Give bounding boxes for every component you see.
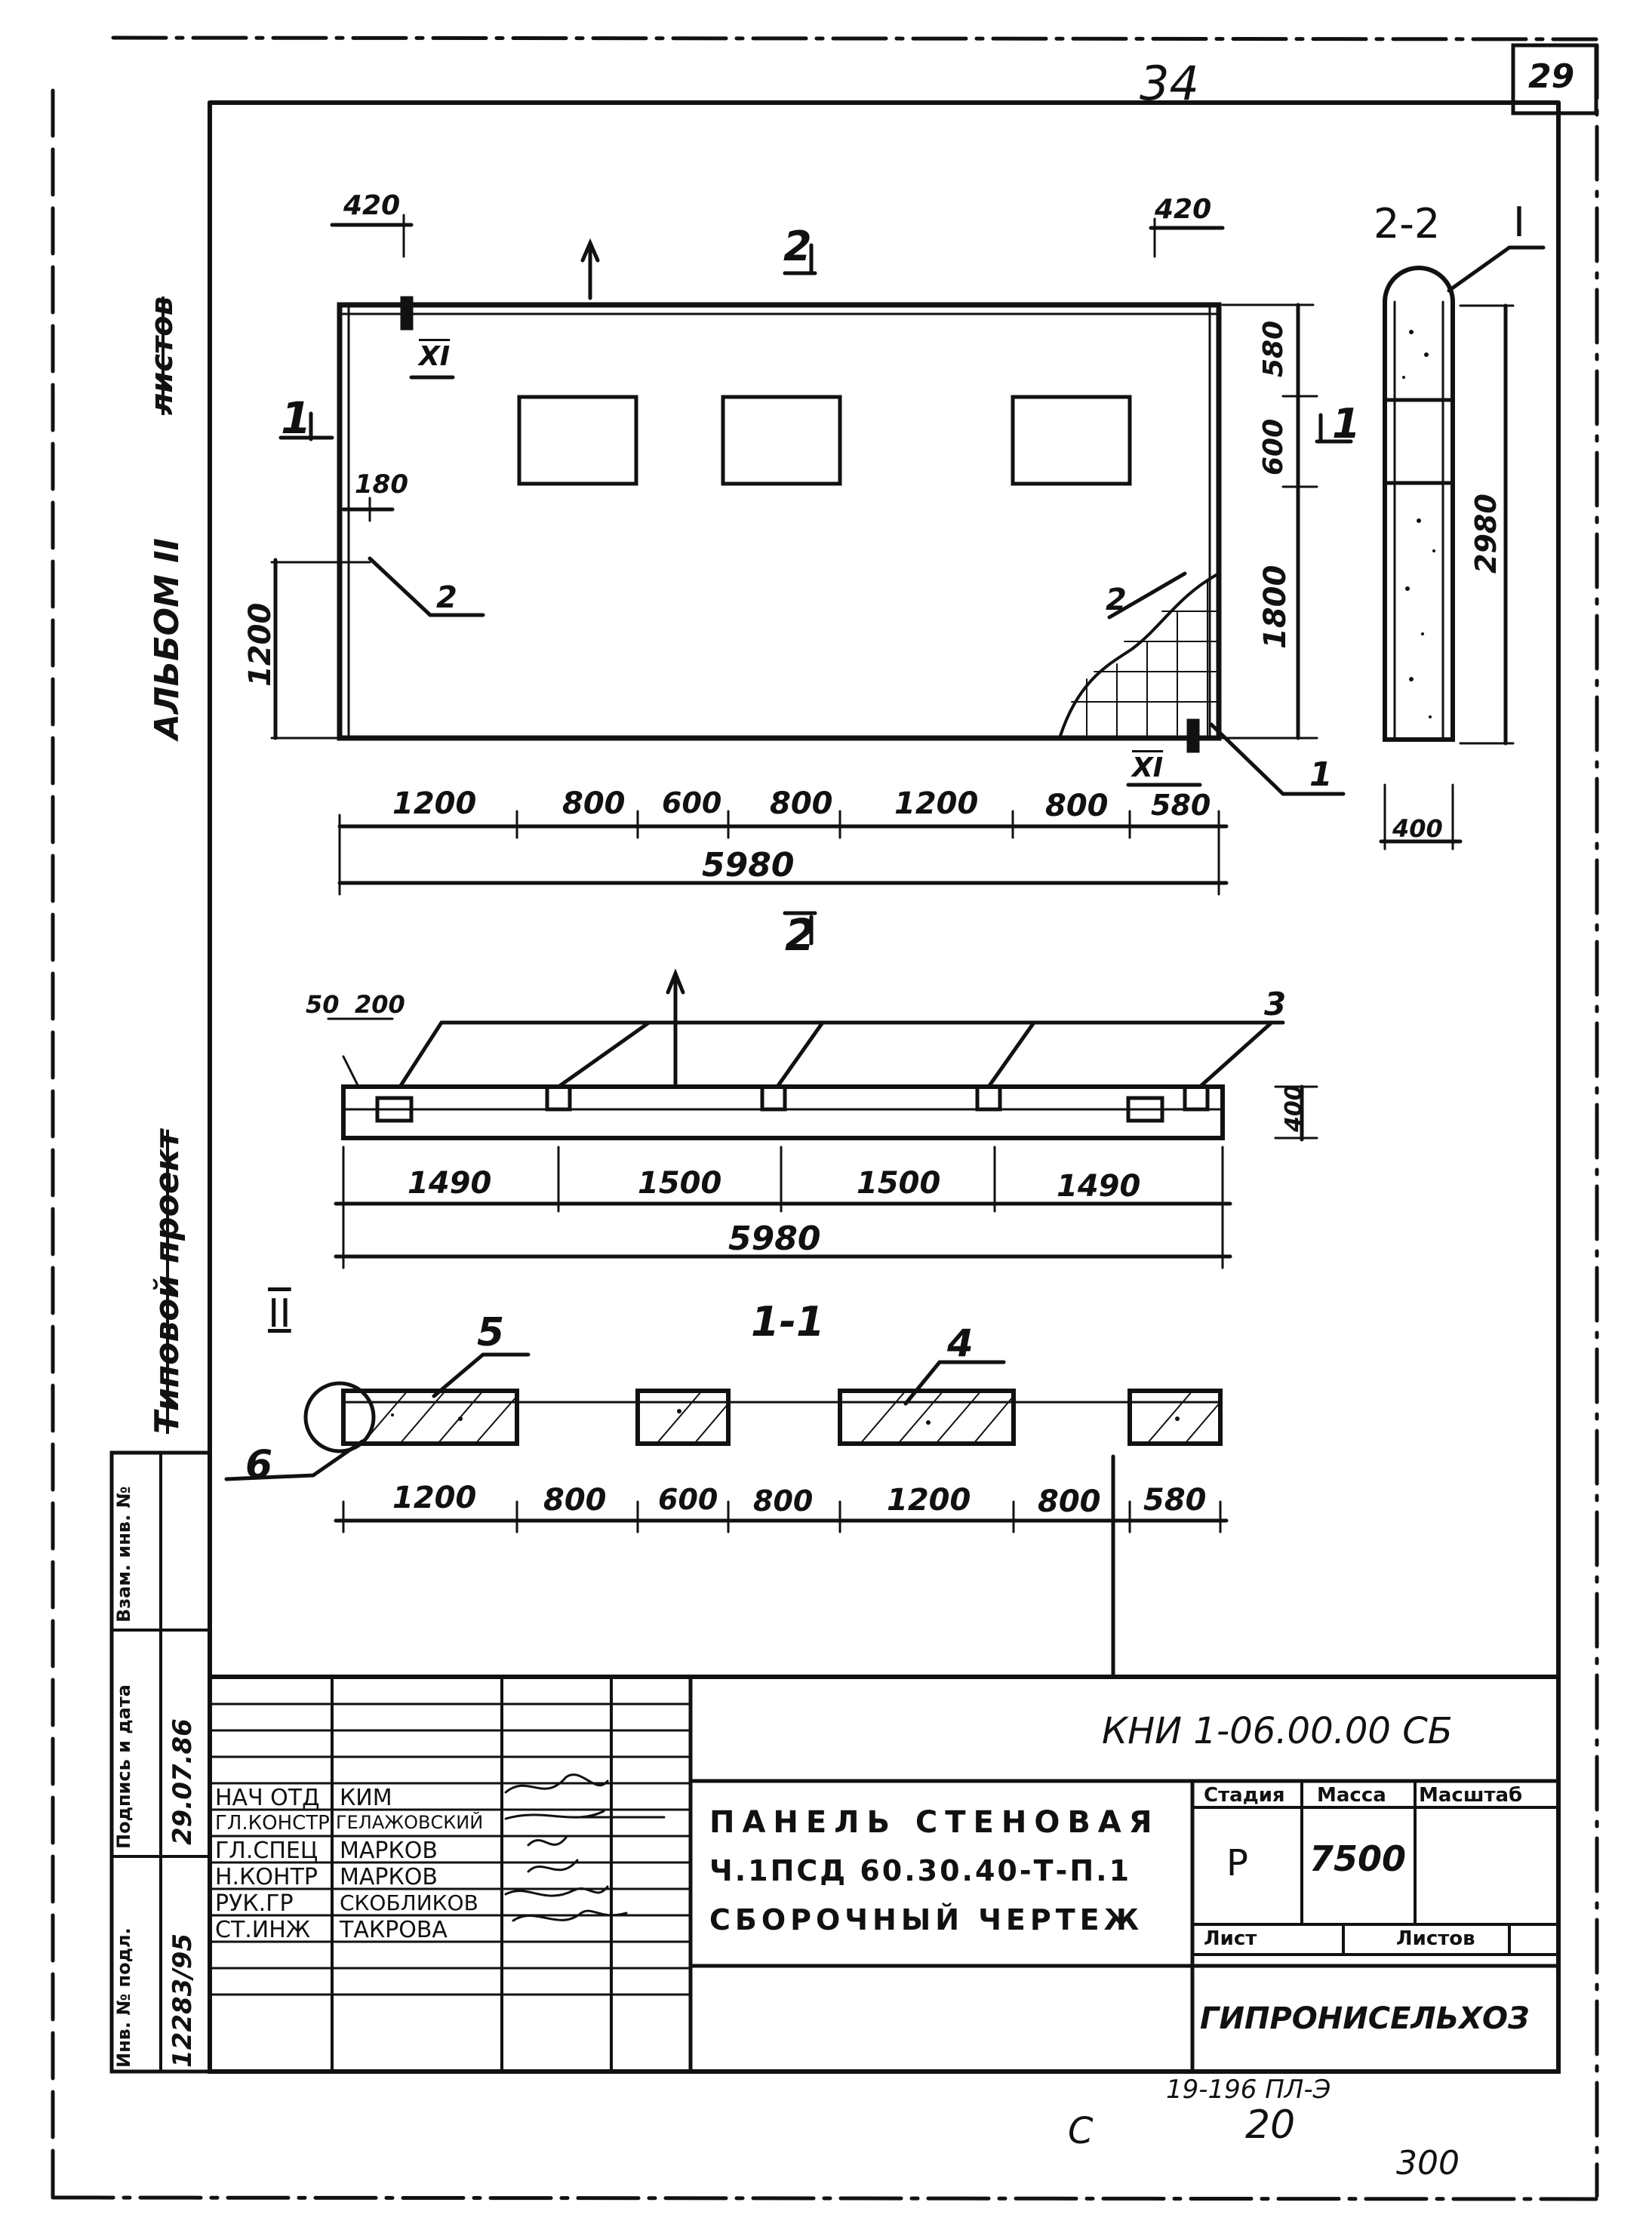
callout-2-left: 2 (436, 580, 457, 615)
node-label-top: $\overline{XI}$ (419, 341, 451, 372)
s11-dim-5: 1200 (887, 1483, 971, 1518)
staff-name-5: СКОБЛИКОВ (340, 1890, 478, 1915)
project-label: Типовой проект (148, 1129, 186, 1434)
staff-name-6: ТАКРОВА (340, 1917, 448, 1943)
staff-role-4: Н.КОНТР (215, 1864, 318, 1890)
sheets-label: Листов (1396, 1927, 1475, 1950)
plan-overall: 5980 (728, 1220, 821, 1258)
section-2-2-thickness: 400 (1392, 814, 1443, 843)
album-strike: листов (145, 296, 180, 415)
window-3 (1013, 397, 1130, 484)
staff-role-3: ГЛ.СПЕЦ (215, 1838, 318, 1864)
callout-2-right: 2 (1106, 583, 1127, 617)
section-1-1-title: 1-1 (751, 1298, 825, 1346)
s11-dim-2: 800 (543, 1483, 607, 1518)
header-stage: Стадия (1204, 1784, 1285, 1807)
plan-callout-3: 3 (1264, 986, 1287, 1023)
panel-outline (340, 305, 1219, 738)
s11-dim-7: 580 (1143, 1483, 1207, 1518)
plan-thickness: 400 (1281, 1084, 1307, 1132)
staff-role-6: СТ.ИНЖ (215, 1917, 311, 1943)
strip-date-value: 29.07.86 (168, 1718, 198, 1845)
strip-inv-podl: Инв. № подл. (113, 1927, 134, 2068)
section-mark-right: 1 (1332, 400, 1361, 448)
description-line-3: СБОРОЧНЫЙ ЧЕРТЕЖ (709, 1903, 1144, 1936)
stage-value: Р (1226, 1842, 1248, 1884)
staff-role-2: ГЛ.КОНСТР (215, 1812, 330, 1835)
staff-role-1: НАЧ ОТД (215, 1785, 320, 1811)
callout-6: 6 (245, 1442, 273, 1487)
plan-dim-4: 1490 (1057, 1169, 1141, 1204)
sheet-label: Лист (1204, 1927, 1257, 1950)
callout-1: 1 (1309, 755, 1333, 794)
page-number-top: 34 (1140, 56, 1199, 111)
organization: ГИПРОНИСЕЛЬХОЗ (1200, 2001, 1530, 2036)
strip-podpis: Подпись и дата (113, 1684, 134, 1849)
outer-frame (113, 38, 1596, 39)
description-line-1: ПАНЕЛЬ СТЕНОВАЯ (709, 1805, 1160, 1840)
plan-dim-200: 200 (355, 990, 405, 1019)
overall-front: 5980 (702, 846, 795, 884)
section-1-1-node: II (268, 1291, 291, 1336)
dim-bottom-1: 1200 (392, 786, 477, 821)
mass-value: 7500 (1309, 1838, 1407, 1879)
strip-vzam: Взам. инв. № (113, 1486, 134, 1623)
staff-name-3: МАРКОВ (340, 1838, 438, 1864)
dim-right-600: 600 (1258, 418, 1289, 475)
album-label: АЛЬБОМ II (148, 538, 186, 740)
dim-bottom-5: 1200 (894, 786, 979, 821)
strip-inv-value: 12283/95 (168, 1933, 198, 2068)
section-2-2-height: 2980 (1469, 494, 1503, 574)
node-label-bottom: $\overline{XI}$ (1132, 752, 1164, 783)
dim-180: 180 (355, 469, 408, 500)
plan-dim-3: 1500 (857, 1166, 941, 1201)
drawing-code: КНИ 1-06.00.00 СБ (1102, 1710, 1453, 1752)
callout-5: 5 (477, 1310, 505, 1355)
dim-bottom-4: 800 (770, 786, 833, 821)
section-2-2-title: 2-2 (1374, 200, 1441, 248)
plan-dim-1: 1490 (408, 1166, 492, 1201)
header-mass: Масса (1317, 1784, 1386, 1807)
dim-top-left: 420 (343, 190, 401, 221)
window-2 (723, 397, 840, 484)
bottom-mark-3: 300 (1396, 2144, 1460, 2182)
staff-name-1: КИМ (340, 1785, 392, 1811)
staff-name-2: ГЕЛАЖОВСКИЙ (336, 1812, 484, 1833)
s11-dim-3: 600 (658, 1483, 718, 1516)
dim-bottom-6: 800 (1045, 789, 1109, 823)
dim-top-right: 420 (1155, 194, 1212, 225)
dim-bottom-3: 600 (662, 786, 722, 820)
plan-title: 2 (785, 909, 816, 961)
section-mark-top: 2 (783, 223, 812, 270)
staff-name-4: МАРКОВ (340, 1864, 438, 1890)
dim-left-1200: 1200 (243, 602, 278, 687)
bottom-mark-1: С (1068, 2110, 1094, 2152)
bottom-mark-2: 20 (1245, 2102, 1296, 2148)
dim-right-580: 580 (1258, 320, 1289, 377)
staff-role-5: РУК.ГР (215, 1890, 294, 1917)
window-1 (519, 397, 636, 484)
dim-bottom-7: 580 (1151, 789, 1211, 822)
callout-4: 4 (947, 1321, 974, 1365)
section-mark-left: 1 (281, 392, 312, 444)
bottom-ref: 19-196 ПЛ-Э (1166, 2075, 1331, 2105)
plan-dim-50: 50 (306, 990, 340, 1019)
box-number: 29 (1528, 57, 1575, 96)
section-2-2-node: I (1513, 198, 1525, 246)
dim-bottom-2: 800 (562, 786, 626, 821)
dim-right-1800: 1800 (1258, 564, 1293, 649)
description-line-2: Ч.1ПСД 60.30.40-Т-П.1 (709, 1854, 1132, 1887)
s11-dim-1: 1200 (392, 1481, 477, 1515)
outer-frame-bottom (53, 2198, 1596, 2199)
header-scale: Масштаб (1419, 1784, 1523, 1807)
s11-dim-4: 800 (753, 1484, 814, 1518)
s11-dim-6: 800 (1038, 1484, 1101, 1519)
plan-dim-2: 1500 (638, 1166, 722, 1201)
